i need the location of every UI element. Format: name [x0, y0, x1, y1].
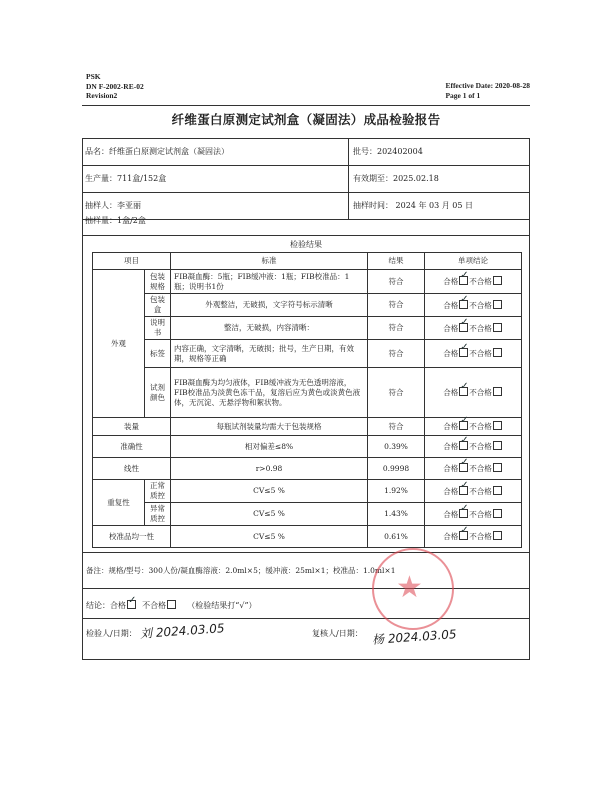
- row-result: 符合: [368, 270, 425, 294]
- row-standard: 每瓶试剂装量均需大于包装规格: [171, 418, 368, 436]
- conclusion-label: 结论：: [86, 601, 110, 610]
- row-standard: r>0.98: [171, 458, 368, 480]
- row-result: 0.39%: [368, 436, 425, 458]
- info-row-product: [83, 138, 529, 166]
- info-divider: [348, 138, 349, 219]
- effective-date: Effective Date: 2020-08-28: [445, 81, 530, 90]
- row-item: 校准品均一性: [93, 526, 171, 548]
- row-standard: 内容正确，文字清晰，无破损；批号，生产日期，有效期，规格等正确: [171, 340, 368, 368]
- fail-label: 不合格: [469, 486, 492, 496]
- conclusion-rule: [82, 618, 530, 619]
- fail-label: 不合格: [469, 442, 492, 451]
- row-conclusion: [425, 418, 522, 436]
- row-result: 符合: [368, 418, 425, 436]
- conclusion: [86, 600, 257, 611]
- table-bottom-rule: [82, 552, 530, 553]
- conclusion-pass-label: 合格: [110, 601, 126, 610]
- row-item: 正常质控: [145, 480, 171, 503]
- fail-checkbox[interactable]: [493, 300, 502, 309]
- row-standard: CV≤5 %: [171, 503, 368, 526]
- reviewer-label: 复核人/日期：: [312, 629, 363, 638]
- doc-header-right: [445, 81, 530, 100]
- pass-label: 合格: [443, 509, 459, 519]
- fail-checkbox[interactable]: [493, 323, 502, 332]
- pass-checkbox[interactable]: [459, 300, 468, 309]
- fail-label: 不合格: [469, 464, 492, 473]
- row-result: 符合: [368, 368, 425, 418]
- row-standard: CV≤5 %: [171, 526, 368, 548]
- fail-checkbox[interactable]: [493, 276, 502, 285]
- pass-label: 合格: [443, 300, 459, 310]
- table-row: [93, 317, 522, 340]
- row-standard: 外观整洁，无破损，文字符号标示清晰: [171, 294, 368, 317]
- fail-checkbox[interactable]: [493, 348, 502, 357]
- fail-label: 不合格: [469, 349, 492, 358]
- inspector-signature: 刘 2024.03.05: [139, 621, 225, 641]
- row-result: 0.61%: [368, 526, 425, 548]
- sampler: 抽样人：李亚丽: [85, 201, 141, 210]
- row-conclusion: [425, 526, 522, 548]
- fail-checkbox[interactable]: [493, 531, 502, 540]
- fail-checkbox[interactable]: [493, 509, 502, 518]
- group-appearance: 外观: [93, 270, 145, 418]
- production-quantity: 生产量：711盒/152盒: [85, 174, 167, 183]
- row-conclusion: [425, 503, 522, 526]
- doc-header-left: [86, 72, 144, 101]
- row-conclusion: [425, 294, 522, 317]
- row-item: 线性: [93, 458, 171, 480]
- pass-checkbox[interactable]: [459, 486, 468, 495]
- row-conclusion: [425, 458, 522, 480]
- col-result: 结果: [368, 253, 425, 270]
- table-row: [93, 418, 522, 436]
- row-item: 试剂颜色: [145, 368, 171, 418]
- fail-checkbox[interactable]: [493, 421, 502, 430]
- pass-label: 合格: [443, 486, 459, 496]
- pass-checkbox[interactable]: [459, 276, 468, 285]
- pass-label: 合格: [443, 532, 459, 541]
- table-row: [93, 368, 522, 418]
- pass-checkbox[interactable]: [459, 421, 468, 430]
- row-item: 异常质控: [145, 503, 171, 526]
- company-seal: [372, 548, 454, 630]
- info-row-quantity: [83, 165, 529, 193]
- pass-checkbox[interactable]: [459, 323, 468, 332]
- table-row: [93, 294, 522, 317]
- pass-label: 合格: [443, 349, 459, 358]
- row-conclusion: [425, 270, 522, 294]
- fail-label: 不合格: [469, 509, 492, 519]
- pass-label: 合格: [443, 442, 459, 451]
- pass-label: 合格: [443, 464, 459, 473]
- conclusion-pass-checkbox[interactable]: [127, 600, 136, 609]
- table-row: [93, 436, 522, 458]
- fail-checkbox[interactable]: [493, 486, 502, 495]
- row-conclusion: [425, 368, 522, 418]
- table-row: [93, 270, 522, 294]
- row-conclusion: [425, 436, 522, 458]
- row-standard: 整洁，无破损，内容清晰：: [171, 317, 368, 340]
- product-name: 品名：纤维蛋白原测定试剂盒（凝固法）: [85, 147, 229, 156]
- results-table: [92, 252, 522, 548]
- pass-label: 合格: [443, 388, 459, 397]
- row-item: 准确性: [93, 436, 171, 458]
- row-conclusion: [425, 317, 522, 340]
- fail-label: 不合格: [469, 323, 492, 333]
- fail-checkbox[interactable]: [493, 463, 502, 472]
- row-standard: FIB凝血酶：5瓶；FIB缓冲液：1瓶；FIB校准品：1瓶；说明书1份: [171, 270, 368, 294]
- pass-label: 合格: [443, 422, 459, 431]
- pass-label: 合格: [443, 277, 459, 286]
- row-conclusion: [425, 340, 522, 368]
- row-result: 0.9998: [368, 458, 425, 480]
- pass-checkbox[interactable]: [459, 463, 468, 472]
- row-conclusion: [425, 480, 522, 503]
- conclusion-note: （检验结果打“√”）: [187, 601, 257, 610]
- reviewer-signature: 杨 2024.03.05: [371, 627, 457, 647]
- row-item: 包装盒: [145, 294, 171, 317]
- pass-checkbox[interactable]: [459, 387, 468, 396]
- fail-label: 不合格: [469, 422, 492, 431]
- revision: Revision2: [86, 91, 118, 100]
- fail-label: 不合格: [469, 532, 492, 541]
- row-result: 符合: [368, 340, 425, 368]
- remark-rule: [82, 588, 530, 589]
- remark: 备注：规格/型号：300人份/凝血酶溶液：2.0ml×5；缓冲液：25ml×1；校准品：1.0ml×1: [86, 566, 396, 575]
- row-result: 符合: [368, 294, 425, 317]
- table-row: [93, 458, 522, 480]
- fail-label: 不合格: [469, 388, 492, 397]
- fail-label: 不合格: [469, 277, 492, 286]
- row-standard: 相对偏差≤8%: [171, 436, 368, 458]
- pass-label: 合格: [443, 323, 459, 333]
- company-code: PSK: [86, 72, 101, 81]
- col-standard: 标准: [171, 253, 368, 270]
- inspector-label: 检验人/日期：: [86, 629, 137, 638]
- results-caption: 检验结果: [290, 240, 322, 249]
- row-item: 包装规格: [145, 270, 171, 294]
- page-number: Page 1 of 1: [445, 90, 481, 100]
- pass-checkbox[interactable]: [459, 441, 468, 450]
- col-item: 项目: [93, 253, 171, 270]
- table-row: [93, 480, 522, 503]
- fail-label: 不合格: [469, 300, 492, 310]
- sample-time: 抽样时间： 2024 年 03 月 05 日: [353, 201, 473, 210]
- table-header-row: [93, 253, 522, 270]
- row-result: 1.43%: [368, 503, 425, 526]
- fail-checkbox[interactable]: [493, 441, 502, 450]
- group-repeatability: 重复性: [93, 480, 145, 526]
- row-item: 标签: [145, 340, 171, 368]
- row-result: 符合: [368, 317, 425, 340]
- conclusion-fail-label: 不合格: [142, 601, 167, 610]
- doc-number: DN F-2002-RE-02: [86, 81, 144, 91]
- pass-checkbox[interactable]: [459, 348, 468, 357]
- col-conclusion: 单项结论: [425, 253, 522, 270]
- batch-number: 批号：202402004: [353, 147, 423, 156]
- row-standard: FIB凝血酶为均匀液体，FIB缓冲液为无色透明溶液，FIB校准品为淡黄色冻干品，复溶后应为黄色或淡黄色液体，无沉淀、无悬浮物和絮状物。: [171, 368, 368, 418]
- table-row: [93, 340, 522, 368]
- conclusion-fail-checkbox[interactable]: [167, 600, 176, 609]
- pass-checkbox[interactable]: [459, 509, 468, 518]
- table-row: [93, 503, 522, 526]
- expiry-date: 有效期至：2025.02.18: [353, 174, 439, 183]
- sample-quantity: 抽样量：1盒/2盒: [85, 216, 146, 225]
- pass-checkbox[interactable]: [459, 531, 468, 540]
- table-row: [93, 526, 522, 548]
- page-title: 纤维蛋白原测定试剂盒（凝固法）成品检验报告: [171, 112, 441, 127]
- fail-checkbox[interactable]: [493, 387, 502, 396]
- info-row-sample-qty: [83, 216, 529, 236]
- header-rule: [82, 105, 530, 106]
- row-result: 1.92%: [368, 480, 425, 503]
- info-row-sampler: [83, 192, 529, 220]
- row-standard: CV≤5 %: [171, 480, 368, 503]
- seal-star-icon: ★: [396, 570, 423, 605]
- row-item: 说明书: [145, 317, 171, 340]
- row-item: 装量: [93, 418, 171, 436]
